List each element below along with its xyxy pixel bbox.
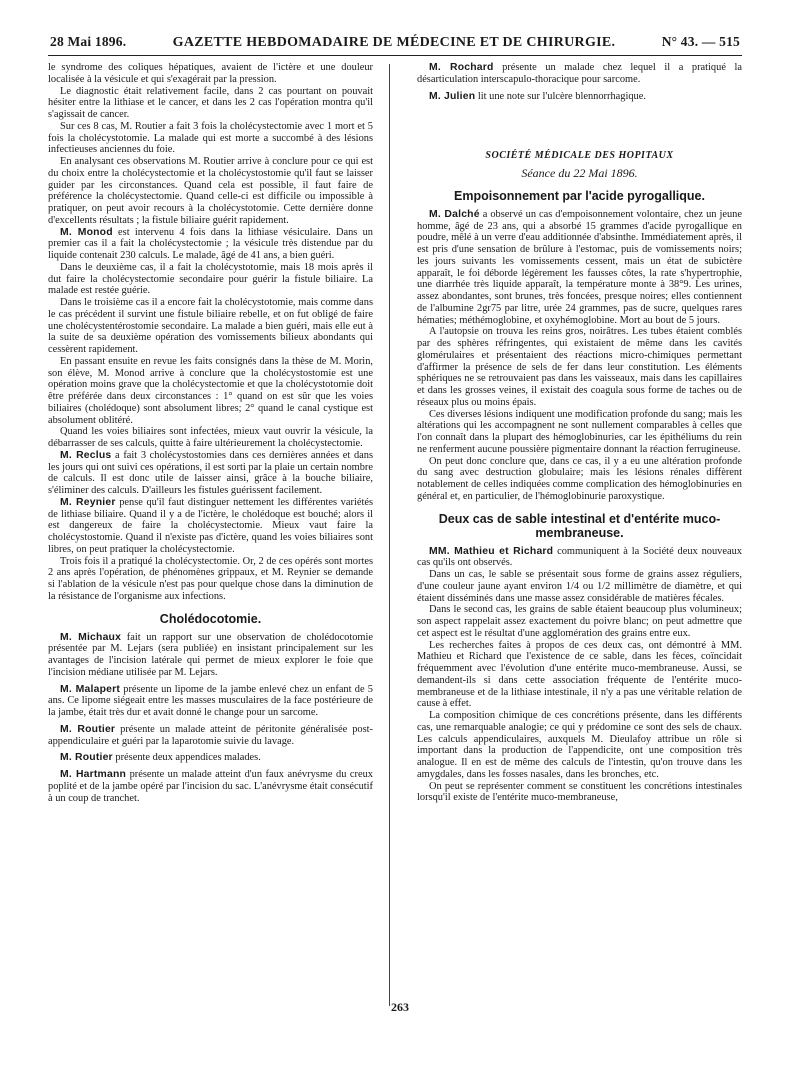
paragraph: Le diagnostic était relativement facile, dans 2 cas pourtant on pouvait hésiter entre la lithiase et le cancer, et dans les 2 cas l'opération montra qu'il s'agissait de cancer.	[48, 85, 373, 120]
paragraph-text: présente un malade chez lequel il a pratiqué la désarticulation interscapulo-thoracique pour sarcome.	[417, 62, 742, 85]
paragraph	[417, 546, 742, 570]
page-number: 263	[391, 1000, 409, 1014]
paragraph: En analysant ces observations M. Routier arrive à conclure pour ce qui est du choix entre la cholécystectomie et la cholécystostomie qu'il faut se laisser guider par les circonstances. Quand cela est possible, il faut faire de préférence la cholécystectomie. Quand celle-ci est difficile ou impossible à pratiquer, on peut avoir recours à la cholécystotomie. Cette dernière donne d'excellents résultats ; la fistule biliaire guérit rapidement.	[48, 156, 373, 226]
paragraph: On peut donc conclure que, dans ce cas, il y a eu une altération profonde du sang avec destruction globulaire; mais les lésions rénales diffèrent notablement de celles indiquées comme complication des hémoglobinuries en général et, en particulier, de l'hémoglobinurie paroxystique.	[417, 455, 742, 502]
speaker: M. Rochard	[429, 62, 494, 73]
speaker: M. Malapert	[60, 683, 121, 695]
paragraph-text: communiquent à la Société deux nouveaux cas qu'ils ont observés.	[417, 545, 742, 569]
paragraph: Trois fois il a pratiqué la cholécystectomie. Or, 2 de ces opérés sont mortes 2 ans après l'opération, de phénomènes grippaux, et M. Reynier se demande si l'ablation de la vésicule n'est pas pour quelque chose dans la diminution de la résistance de l'organisme aux infections.	[48, 555, 373, 602]
paragraph: Dans le troisième cas il a encore fait la cholécystotomie, mais comme dans le cas précédent il survint une fistule biliaire rebelle, et on fut obligé de faire une cholécystentérostomie secondaire. La malade a bien guéri, mais elle eut à la suite de sa deuxième opération des vomissements bilieux abondants qui cessèrent rapidement.	[48, 297, 373, 355]
paragraph	[48, 684, 373, 719]
paragraph-text: a observé un cas d'empoisonnement volontaire, chez un jeune homme, âgé de 23 ans, qui a absorbé 15 grammes d'acide pyrogallique en poudre, mêlé à un verre d'eau additionnée d'absinthe. Immédiatement après, il est pris d'une sensation de brûlure à l'estomac, puis de vomissements noirs; les jours suivants les vomissements cessent, mais un état de subictère apparaît, le foi déborde légèrement les fausses côtes, la rate s'hypertrophie, une diarrhée très liquide apparaît, la température monte à 38°9. Les urines, assez abondantes, sont brunes, très foncées, presque noires; elles contiennent de l'albumine 2gr75 par litre, urée 24 grammes, pas de sucre, quelques rares hématies; méthémoglobine, et oxyhémoglobine. Mort au bout de 5 jours.	[417, 208, 742, 326]
journal-title: GAZETTE HEBDOMADAIRE DE MÉDECINE ET DE CHIRURGIE.	[172, 35, 616, 50]
paragraph: Dans le deuxième cas, il a fait la cholécystotomie, mais 18 mois après il dut faire la cholécystectomie secondaire pour guérir la fistule biliaire. La malade est restée guérie.	[48, 261, 373, 297]
paragraph: Ces diverses lésions indiquent une modification profonde du sang; mais les altérations qui les accompagnent ne sont nullement comparables à celles que l'on connaît dans la plupart des hémoglobinuries, car les épithéliums du rein ne renferment aucune poussière pigmentaire donnant la réaction ferrugineuse.	[417, 408, 742, 455]
paragraph	[48, 497, 373, 556]
speaker: MM. Mathieu et Richard	[429, 545, 554, 557]
left-column	[48, 62, 373, 804]
speaker: M. Reclus	[60, 449, 112, 461]
society-title: SOCIÉTÉ MÉDICALE DES HOPITAUX	[485, 150, 674, 162]
paragraph: Les recherches faites à propos de ces deux cas, ont démontré à MM. Mathieu et Richard que l'existence de ce sable, dans les fèces, coïncidait fréquemment avec l'évolution d'une entérite muco-membraneuse. Aussi, se demandent-ils si dans cette association fréquente de l'entérite muco-membraneuse et de la lithiase intestinale, il n'y a pas une véritable relation de cause à effet.	[417, 639, 742, 710]
speaker: M. Reynier	[60, 496, 116, 508]
paragraph	[417, 91, 742, 103]
column-divider	[389, 64, 390, 1006]
right-column	[417, 62, 742, 804]
paragraph: Quand les voies biliaires sont infectées, mieux vaut ouvrir la vésicule, la débarrasser de ses calculs, quitte à faire ultérieurement la cholécystectomie.	[48, 426, 373, 449]
paragraph	[48, 769, 373, 804]
paragraph	[417, 62, 742, 86]
paragraph-text: pense qu'il faut distinguer nettement les différentes variétés de lithiase biliaire. Quand il y a de l'ictère, le cholédoque est bouché; alors il est dangereux de faire la cholécystectomie. Mieux vaut faire la cholécystostomie. Quand il n'existe pas d'ictère, quand les voies biliaires sont libres, on peut pratiquer la cholécystectomie.	[48, 496, 373, 555]
paragraph-text: présente un lipome de la jambe enlevé chez un enfant de 5 ans. Ce lipome siégeait entre les masses musculaires de la face postérieure de la jambe, était très dur et avait donné le change pour un sarcome.	[48, 683, 373, 718]
paragraph: Dans le second cas, les grains de sable étaient beaucoup plus volumineux; son aspect rappelait assez exactement du poivre blanc; on peut admettre que cet aspect est le résultat d'une agglomération des grains entre eux.	[417, 604, 742, 639]
running-header	[48, 34, 742, 56]
paragraph: A l'autopsie on trouva les reins gros, noirâtres. Les tubes étaient comblés par des sphères réfringentes, qui existaient de même dans les cavités glomérulaires et présentaient des réactions micro-chimiques permettant d'affirmer la présence de sels de fer dans leur constitution. Les éléments sphériques ne se retrouvaient pas dans les vaisseaux, mais dans les capillaires et dans les grosses veines, il existait des coagula sous forme de taches ou de réseaux plus ou moins épais.	[417, 326, 742, 408]
paragraph-text: a fait 3 cholécystostomies dans ces dernières années et dans les jours qui ont suivi ces opérations, il est sorti par la plaie un certain nombre de calculs. Il est donc utile de laisser ainsi, grâce à la bouche biliaire, s'éliminer des calculs. D'ailleurs les fistules guérissent facilement.	[48, 449, 374, 496]
speaker: M. Michaux	[60, 631, 122, 643]
paragraph-text: fait un rapport sur une observation de cholédocotomie présentée par M. Lejars (sera publiée) en insistant principalement sur les avantages de l'incision latérale qui permet de mieux explorer le foie que l'incision médiane utilisée par M. Lejars.	[48, 631, 373, 678]
paragraph: La composition chimique de ces concrétions présente, dans les différents cas, une remarquable analogie; ce qui y prédomine ce sont des sels de chaux. Les calculs appendiculaires, auxquels M. Dieulafoy attribue un rôle si important dans la production de l'appendicite, ont une composition très analogue. Il en est de même des calculs de l'intestin, qu'on trouve dans les amygdales, dans les fosses nasales, dans les bronches, etc.	[417, 710, 742, 780]
session-date: Séance du 22 Mai 1896.	[521, 166, 638, 180]
paragraph-text: lit une note sur l'ulcère blennorrhagique.	[477, 90, 646, 102]
section-heading: Empoisonnement par l'acide pyrogallique.	[454, 188, 705, 203]
paragraph: le syndrome des coliques hépatiques, avaient de l'ictère et une douleur localisée à la vésicule et qui s'exagérait par la pression.	[48, 62, 373, 85]
speaker: M. Routier	[60, 723, 116, 735]
paragraph: On peut se représenter comment se constituent les concrétions intestinales lorsqu'il existe de l'entérite muco-membraneuse,	[417, 780, 742, 804]
paragraph-text: présente deux appendices malades.	[115, 752, 261, 764]
paragraph	[48, 227, 373, 262]
paragraph: En passant ensuite en revue les faits consignés dans la thèse de M. Morin, son élève, M. Monod arrive à conclure que la cholécystostomie est une opération moins grave que la cholécystectomie et que la cholécystotomie doit être préférée dans deux circonstances : 1° quand on est sûr que les voies biliaires (cholédoque) sont absolument libres; 2° quand le canal cystique est absolument oblitéré.	[48, 355, 373, 426]
speaker: M. Julien	[429, 90, 476, 102]
section-heading: Deux cas de sable intestinal et d'entérite muco-membraneuse.	[438, 511, 721, 540]
paragraph	[48, 450, 373, 497]
paragraph	[48, 632, 373, 679]
paragraph-text: est intervenu 4 fois dans la lithiase vésiculaire. Dans un premier cas il a fait la cholécystectomie ; la vésicule très distendue par du liquide contenait 230 calculs. Le malade, âgé de 41 ans, a bien guéri.	[48, 226, 373, 261]
journal-page	[48, 34, 742, 804]
section-heading: Cholédocotomie.	[159, 611, 262, 626]
paragraph	[417, 209, 742, 327]
issue-page: N° 43. — 515	[661, 34, 740, 49]
speaker: M. Routier	[60, 752, 113, 764]
speaker: M. Dalché	[429, 208, 480, 220]
paragraph	[48, 724, 373, 748]
paragraph-text: présente un malade atteint de péritonite généralisée post-appendiculaire et guéri par la laparotomie suivie du lavage.	[48, 723, 373, 747]
paragraph: Sur ces 8 cas, M. Routier a fait 3 fois la cholécystectomie avec 1 mort et 5 fois la cholécystotomie. La malade qui est morte a succombé à des lésions infectieuses anciennes du foie.	[48, 120, 373, 156]
paragraph	[48, 752, 373, 764]
speaker: M. Monod	[60, 226, 113, 238]
speaker: M. Hartmann	[60, 769, 127, 780]
header-date: 28 Mai 1896.	[50, 34, 127, 49]
paragraph: Dans un cas, le sable se présentait sous forme de grains assez réguliers, d'une couleur jaune ayant environ 1/4 ou 1/2 millimètre de diamètre, et qui étaient disséminés dans une masse assez considérable de matières fécales.	[417, 569, 742, 604]
paragraph-text: présente un malade atteint d'un faux anévrysme du creux poplité et de la jambe opéré par l'incision du sac. L'anévrysme était consécutif à un coup de tranchet.	[48, 769, 373, 804]
